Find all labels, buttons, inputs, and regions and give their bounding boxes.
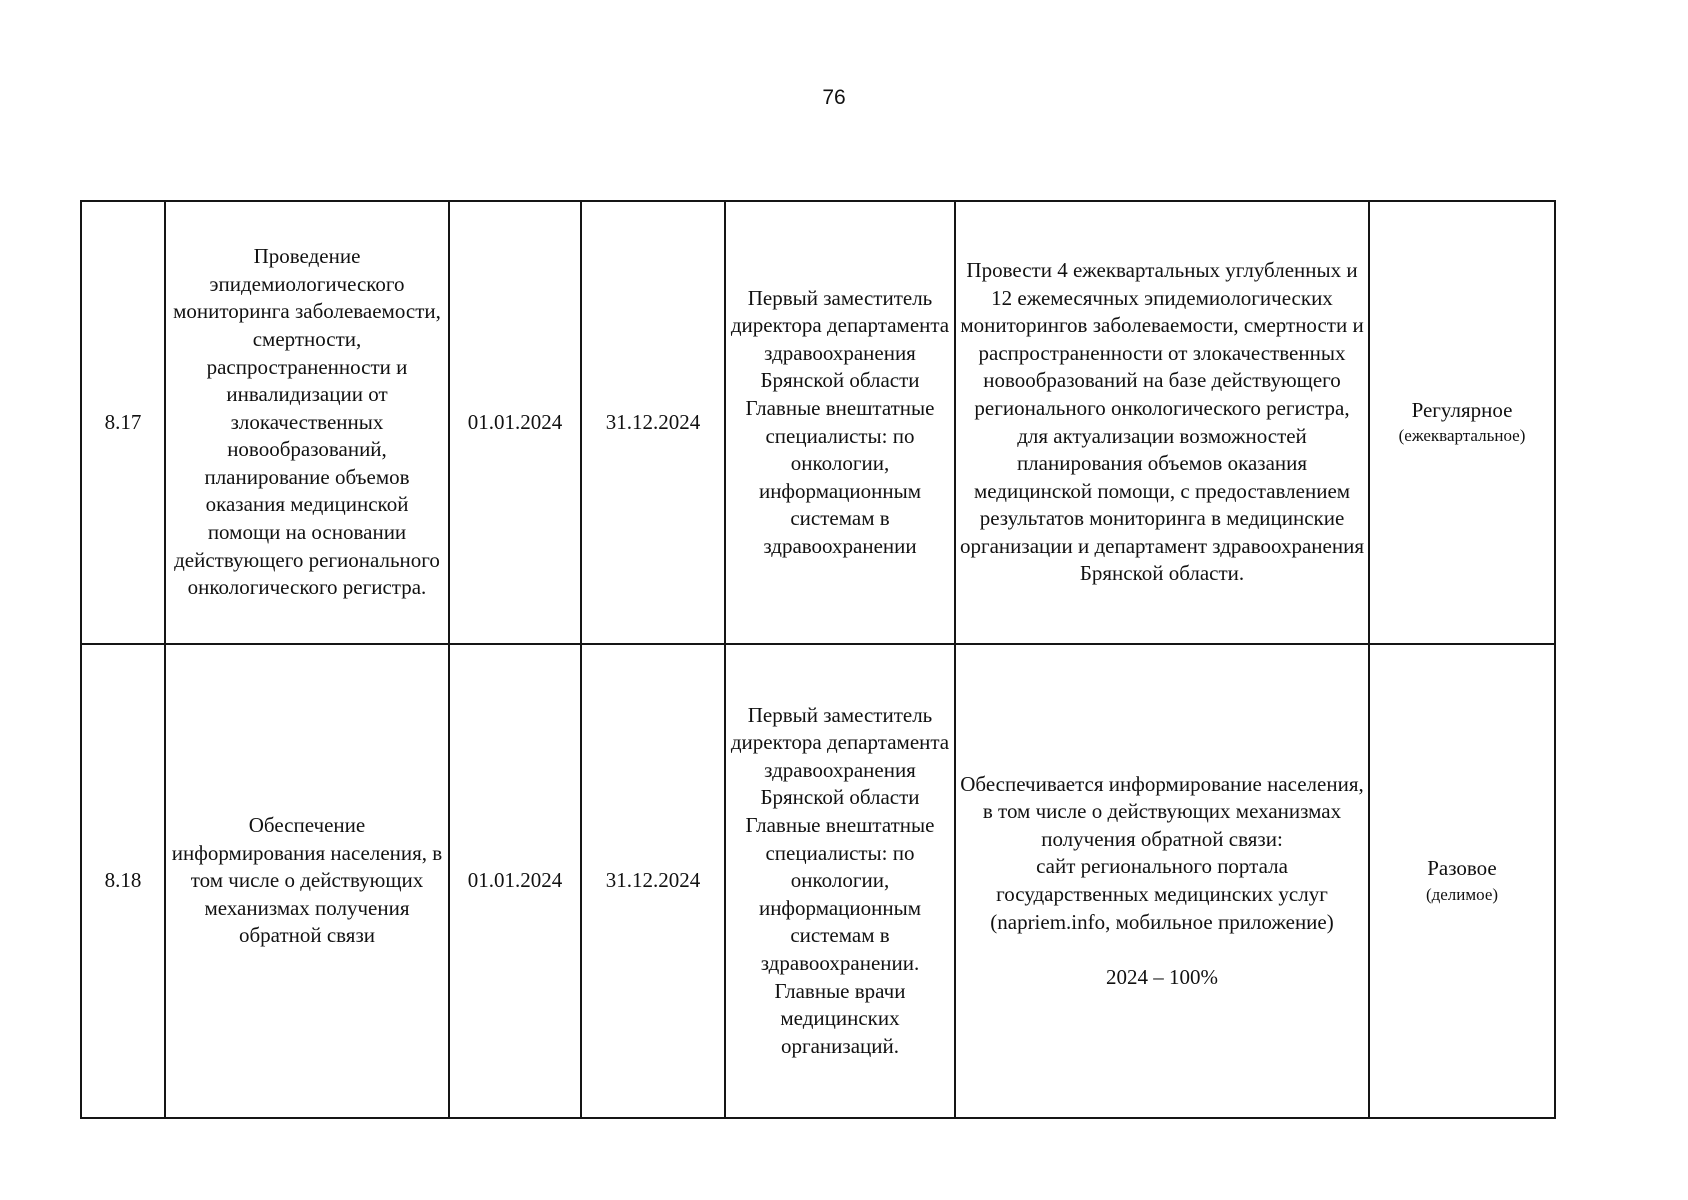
type-main-label: Разовое [1427, 856, 1497, 881]
page-number: 76 [822, 86, 846, 109]
start-date-cell: 01.01.2024 [449, 644, 581, 1118]
type-cell [1369, 644, 1555, 1118]
type-sub-label: (ежеквартальное) [1398, 426, 1526, 446]
activity-cell: Обеспечение информирования населения, в том числе о действующих механизмах получения обратной связи [165, 644, 449, 1118]
activity-cell: Проведение эпидемиологического мониторинга заболеваемости, смертности, распространенности и инвалидизации от злокачественных новообразований, планирование объемов оказания медицинской помощи на основании действующего регионального онкологического регистра. [165, 201, 449, 644]
row-number-cell: 8.17 [81, 201, 165, 644]
result-cell: Обеспечивается информирование населения, в том числе о действующих механизмах получения обратной связи: сайт регионального портала государственных медицинских услуг (napriem.info, мобильное приложение) 2024 – 100% [955, 644, 1369, 1118]
responsible-cell: Первый заместитель директора департамента здравоохранения Брянской области Главные внештатные специалисты: по онкологии, информационным системам в здравоохранении. Главные врачи медицинских организаций. [725, 644, 955, 1118]
type-sub-label: (делимое) [1425, 884, 1499, 904]
end-date-cell: 31.12.2024 [581, 201, 725, 644]
activities-table [80, 200, 1556, 1119]
responsible-cell: Первый заместитель директора департамента здравоохранения Брянской области Главные внештатные специалисты: по онкологии, информационным системам в здравоохранении [725, 201, 955, 644]
table-row [81, 644, 1555, 1118]
start-date-cell: 01.01.2024 [449, 201, 581, 644]
result-cell: Провести 4 ежеквартальных углубленных и 12 ежемесячных эпидемиологических мониторингов заболеваемости, смертности и распространенности от злокачественных новообразований на базе действующего регионального онкологического регистра, для актуализации возможностей планирования объемов оказания медицинской помощи, с предоставлением результатов мониторинга в медицинские организации и департамент здравоохранения Брянской области. [955, 201, 1369, 644]
row-number-cell: 8.18 [81, 644, 165, 1118]
type-main-label: Регулярное [1411, 397, 1513, 422]
end-date-cell: 31.12.2024 [581, 644, 725, 1118]
type-cell [1369, 201, 1555, 644]
table-row [81, 201, 1555, 644]
